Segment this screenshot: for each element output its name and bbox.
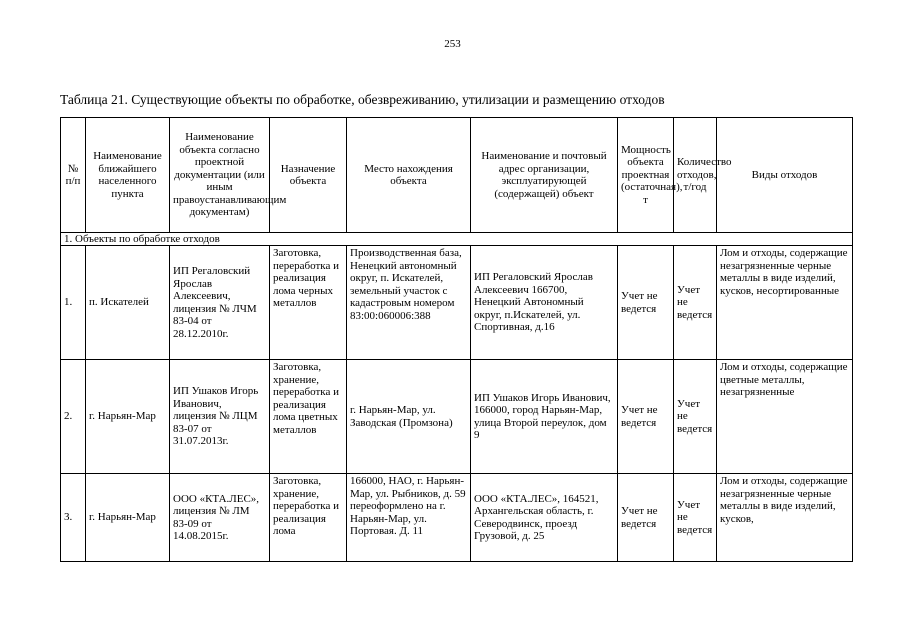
- waste-objects-table: [60, 117, 853, 562]
- table-header-row: [61, 118, 853, 233]
- section-title: 1. Объекты по обработке отходов: [61, 233, 853, 246]
- cell-organization: ИП Ушаков Игорь Иванович, 166000, город Нарьян-Мар, улица Второй переулок, дом 9: [471, 360, 618, 474]
- cell-quantity: Учет не ведется: [674, 246, 717, 360]
- header-object-name: Наименование объекта согласно проектной документации (или иным правоустанавливающим документам): [170, 118, 270, 233]
- table-row: [61, 246, 853, 360]
- header-location: Место нахождения объекта: [347, 118, 471, 233]
- table-row: [61, 360, 853, 474]
- cell-purpose: Заготовка, хранение, переработка и реализация лома: [270, 474, 347, 562]
- section-row: [61, 233, 853, 246]
- cell-object-name: ООО «КТА.ЛЕС», лицензия № ЛМ 83-09 от 14.08.2015г.: [170, 474, 270, 562]
- header-locality: Наименование ближайшего населенного пункта: [86, 118, 170, 233]
- cell-capacity: Учет не ведется: [618, 360, 674, 474]
- cell-locality: п. Искателей: [86, 246, 170, 360]
- header-quantity: Количество отходов, т/год: [674, 118, 717, 233]
- cell-organization: ООО «КТА.ЛЕС», 164521, Архангельская область, г. Северодвинск, проезд Грузовой, д. 25: [471, 474, 618, 562]
- cell-locality: г. Нарьян-Мар: [86, 474, 170, 562]
- cell-location: г. Нарьян-Мар, ул. Заводская (Промзона): [347, 360, 471, 474]
- cell-object-name: ИП Ушаков Игорь Иванович, лицензия № ЛЦМ 83-07 от 31.07.2013г.: [170, 360, 270, 474]
- cell-waste-types: Лом и отходы, содержащие цветные металлы, незагрязненные: [717, 360, 853, 474]
- header-capacity: Мощность объекта проектная (остаточная), т: [618, 118, 674, 233]
- header-waste-types: Виды отходов: [717, 118, 853, 233]
- cell-num: 3.: [61, 474, 86, 562]
- cell-location: Производственная база, Ненецкий автономный округ, п. Искателей, земельный участок с кадастровым номером 83:00:060006:388: [347, 246, 471, 360]
- cell-object-name: ИП Регаловский Ярослав Алексеевич, лицензия № ЛЧМ 83-04 от 28.12.2010г.: [170, 246, 270, 360]
- cell-waste-types: Лом и отходы, содержащие незагрязненные черные металлы в виде изделий, кусков, несортированные: [717, 246, 853, 360]
- cell-locality: г. Нарьян-Мар: [86, 360, 170, 474]
- cell-purpose: Заготовка, хранение, переработка и реализация лома цветных металлов: [270, 360, 347, 474]
- header-purpose: Назначение объекта: [270, 118, 347, 233]
- cell-quantity: Учет не ведется: [674, 360, 717, 474]
- cell-organization: ИП Регаловский Ярослав Алексеевич 166700, Ненецкий Автономный округ, п.Искателей, ул. Спортивная, д.16: [471, 246, 618, 360]
- page-number: 253: [444, 38, 461, 50]
- cell-purpose: Заготовка, переработка и реализация лома черных металлов: [270, 246, 347, 360]
- cell-quantity: Учет не ведется: [674, 474, 717, 562]
- header-num: № п/п: [61, 118, 86, 233]
- table-row: [61, 474, 853, 562]
- header-organization: Наименование и почтовый адрес организации, эксплуатирующей (содержащей) объект: [471, 118, 618, 233]
- cell-num: 1.: [61, 246, 86, 360]
- cell-location: 166000, НАО, г. Нарьян-Мар, ул. Рыбников, д. 59 переоформлено на г. Нарьян-Мар, ул. Портовая. Д. 11: [347, 474, 471, 562]
- cell-capacity: Учет не ведется: [618, 246, 674, 360]
- table-caption: Таблица 21. Существующие объекты по обработке, обезвреживанию, утилизации и размещению отходов: [60, 92, 665, 107]
- cell-capacity: Учет не ведется: [618, 474, 674, 562]
- waste-objects-table-container: [60, 117, 852, 562]
- cell-num: 2.: [61, 360, 86, 474]
- cell-waste-types: Лом и отходы, содержащие незагрязненные черные металлы в виде изделий, кусков,: [717, 474, 853, 562]
